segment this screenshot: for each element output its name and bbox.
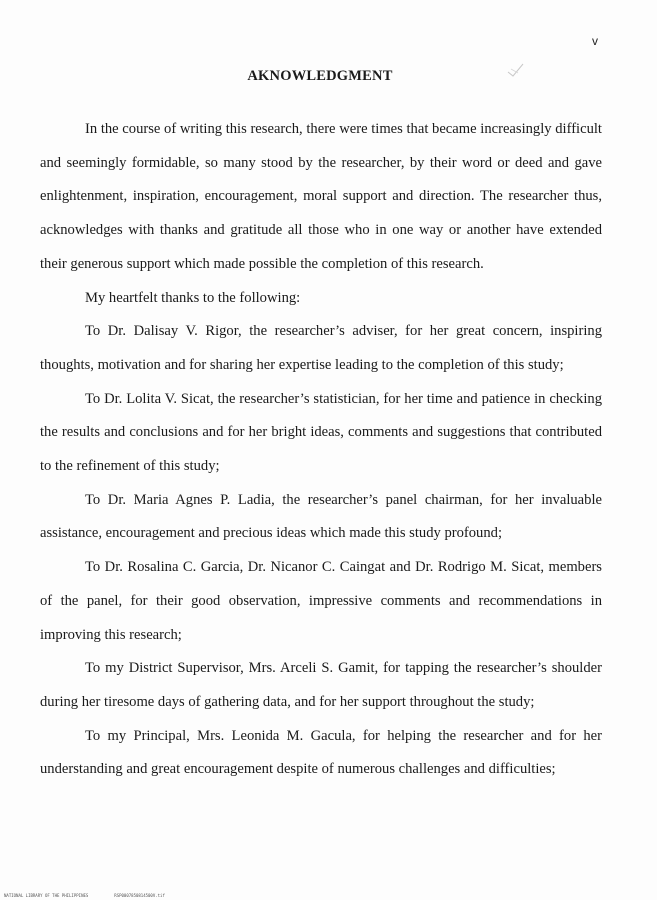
footer-file-id: RSP0007850814500V.tif (114, 893, 165, 898)
footer-library: NATIONAL LIBRARY OF THE PHILIPPINES (4, 893, 89, 898)
paragraph-district-supervisor: To my District Supervisor, Mrs. Arceli S. Gamit, for tapping the researcher’s shoulder during her tiresome days of gathering data, and for her support throughout the study; (40, 660, 602, 710)
acknowledgment-body (40, 113, 602, 787)
paragraph-intro: In the course of writing this research, there were times that became increasingly difficult and seemingly formidable, so many stood by the researcher, by their word or deed and gave enlightenment, inspiration, encouragement, moral support and direction. The researcher thus, acknowledges with thanks and gratitude all those who in one way or another have extended their generous support which made possible the completion of this research. (40, 121, 602, 272)
paragraph-panel-chairman: To Dr. Maria Agnes P. Ladia, the researcher’s panel chairman, for her invaluable assistance, encouragement and precious ideas which made this study profound; (40, 491, 602, 542)
page-number: v (592, 34, 598, 48)
page-title: AKNOWLEDGMENT (247, 68, 393, 84)
paragraph-thanks: My heartfelt thanks to the following: (85, 289, 301, 306)
paragraph-adviser: To Dr. Dalisay V. Rigor, the researcher’s adviser, for her great concern, inspiring thoughts, motivation and for sharing her expertise leading to the completion of this study; (40, 323, 602, 373)
paragraph-statistician: To Dr. Lolita V. Sicat, the researcher’s statistician, for her time and patience in checking the results and conclusions and for her bright ideas, comments and suggestions that contributed to the refinement of this study; (40, 390, 602, 475)
scan-footer (4, 893, 165, 898)
paragraph-panel-members: To Dr. Rosalina C. Garcia, Dr. Nicanor C. Caingat and Dr. Rodrigo M. Sicat, members of the panel, for their good observation, impressive comments and recommendations in improving this research; (40, 559, 602, 643)
paragraph-principal: To my Principal, Mrs. Leonida M. Gacula, for helping the researcher and for her understanding and great encouragement despite of numerous challenges and difficulties; (40, 727, 602, 778)
